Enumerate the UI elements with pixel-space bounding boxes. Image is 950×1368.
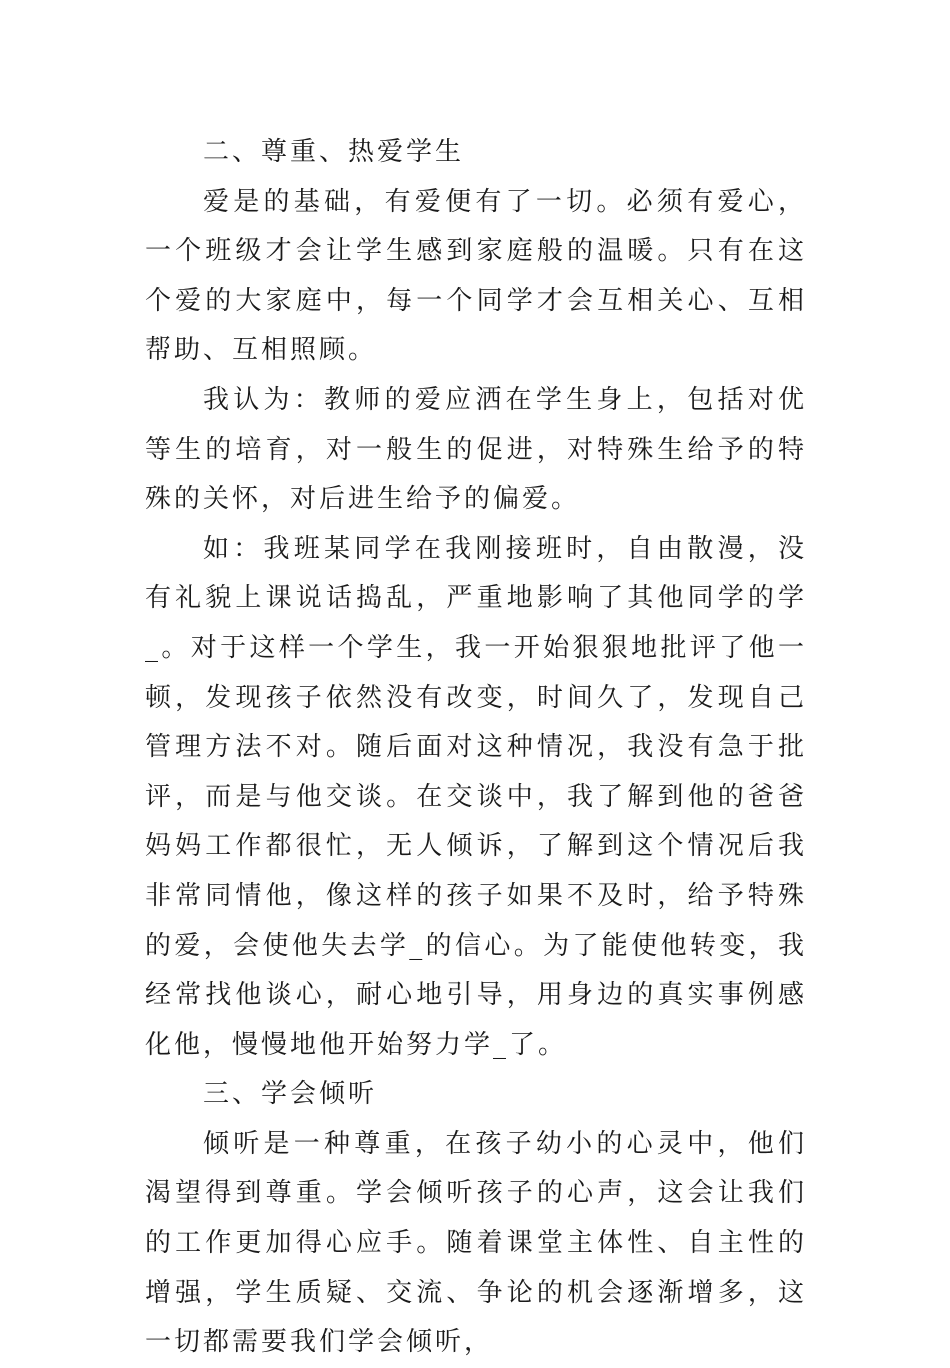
paragraph-listening: 倾听是一种尊重，在孩子幼小的心灵中，他们渴望得到尊重。学会倾听孩子的心声，这会让我们的工作更加得心应手。随着课堂主体性、自主性的增强，学生质疑、交流、争论的机会逐渐增多，这一切都需要我们学会倾听， (145, 1128, 807, 1358)
section-heading-listening: 三、学会倾听 (203, 1079, 378, 1110)
paragraph-teacher-love: 我认为：教师的爱应洒在学生身上，包括对优等生的培育，对一般生的促进，对特殊生给予的特殊的关怀，对后进生给予的偏爱。 (145, 384, 807, 515)
section-heading-respect-love: 二、尊重、热爱学生 (203, 137, 465, 167)
paragraph-student-example: 如：我班某同学在我刚接班时，自由散漫，没有礼貌上课说话捣乱，严重地影响了其他同学的学_。对于这样一个学生，我一开始狠狠地批评了他一顿，发现孩子依然没有改变，时间久了，发现自己管理方法不对。随后面对这种情况，我没有急于批评，而是与他交谈。在交谈中，我了解到他的爸爸妈妈工作都很忙，无人倾诉，了解到这个情况后我非常同情他，像这样的孩子如果不及时，给予特殊的爱，会使他失去学_的信心。为了能使他转变，我经常找他谈心，耐心地引导，用身边的真实事例感化他，慢慢地他开始努力学_了。 (145, 533, 807, 1060)
paragraph-love-foundation: 爱是的基础，有爱便有了一切。必须有爱心，一个班级才会让学生感到家庭般的温暖。只有在这个爱的大家庭中，每一个同学才会互相关心、互相帮助、互相照顾。 (145, 186, 807, 366)
document-body (145, 128, 807, 1368)
